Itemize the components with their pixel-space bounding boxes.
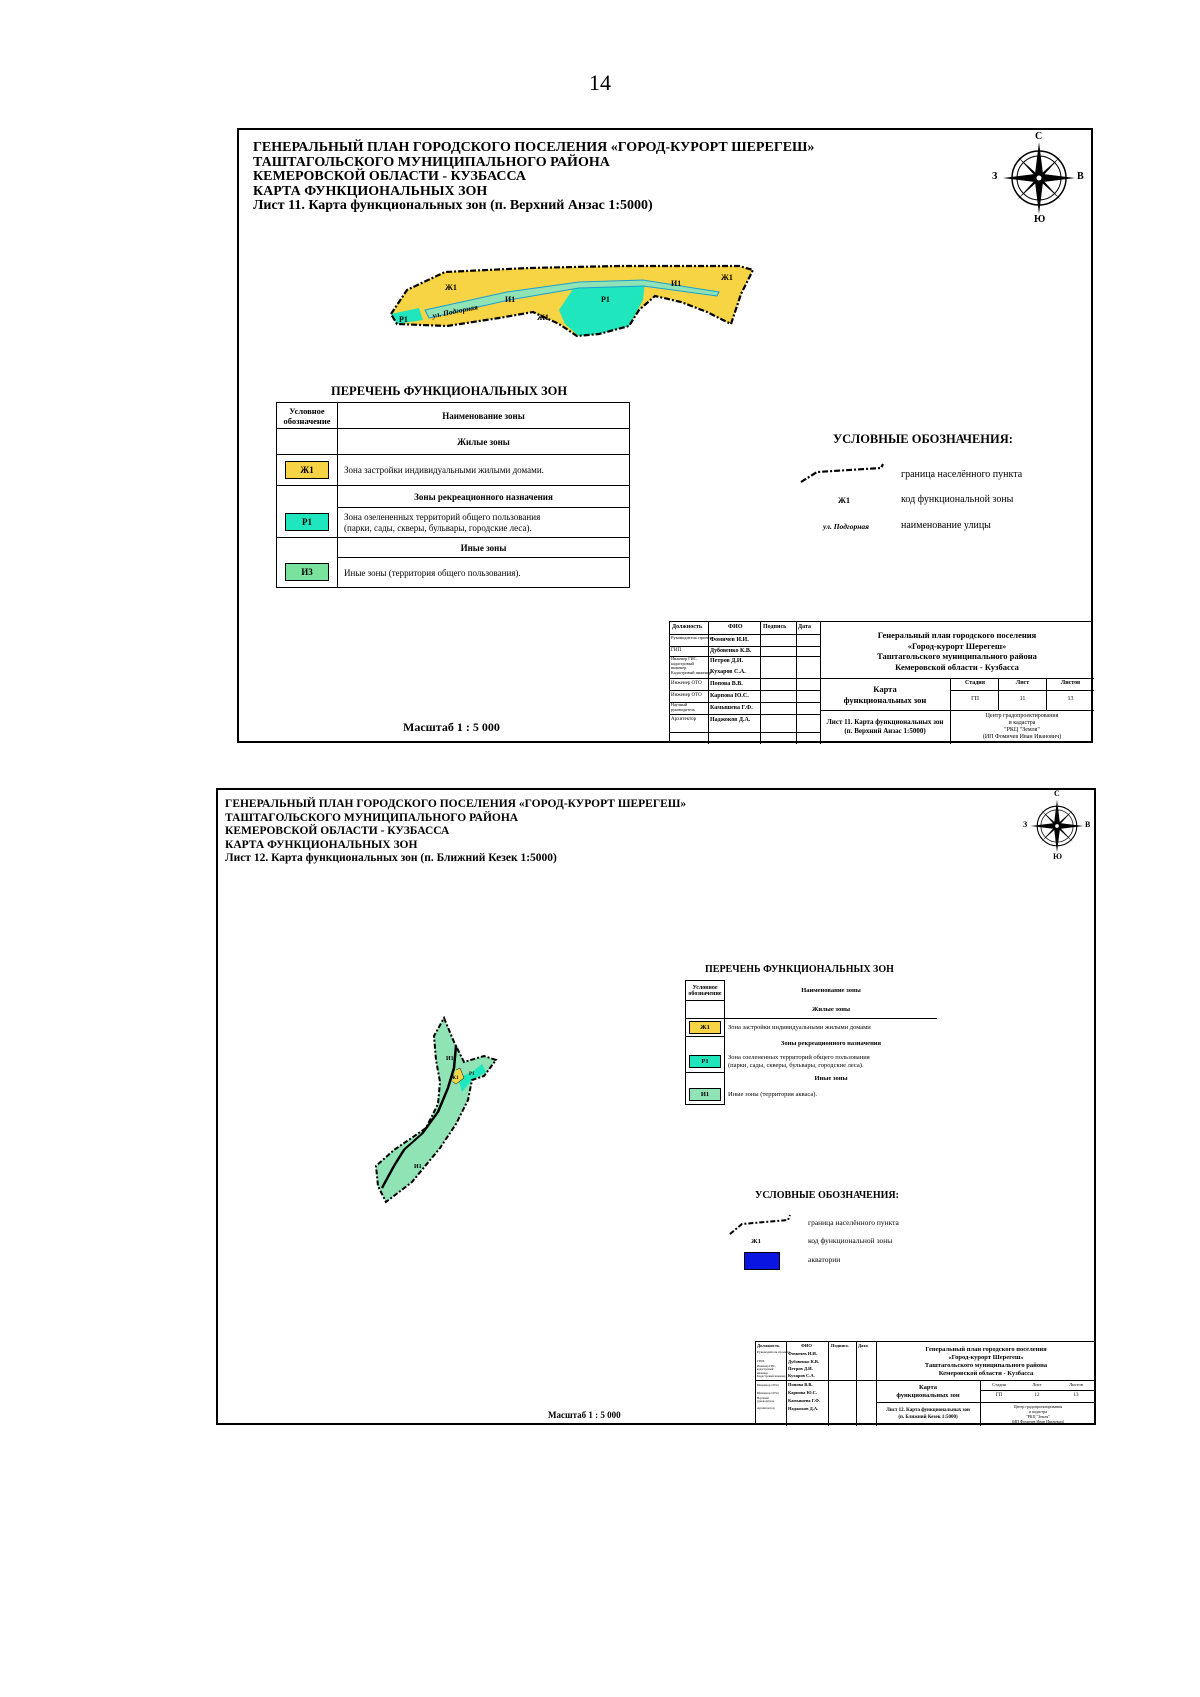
stamp-position: Инженер ОТО <box>757 1383 779 1387</box>
header-line-1: ГЕНЕРАЛЬНЫЙ ПЛАН ГОРОДСКОГО ПОСЕЛЕНИЯ «ГОРОД-КУРОРТ ШЕРЕГЕШ» <box>225 798 687 810</box>
legend-title: УСЛОВНЫЕ ОБОЗНАЧЕНИЯ: <box>755 1190 899 1201</box>
group-residential: Жилые зоны <box>338 429 630 455</box>
title-block-stamp <box>669 621 1093 743</box>
zone-desc-i1: Иные зоны (территория акваса). <box>728 1091 818 1098</box>
stamp-project-title: «Город-курорт Шерегеш» <box>948 1354 1024 1361</box>
col-header-symbol: Условное обозначение <box>686 981 725 1001</box>
col-header-name: Наименование зоны <box>801 987 861 994</box>
map-label-i1: И1 <box>505 295 516 304</box>
page-number: 14 <box>589 70 611 95</box>
legend-boundary-text: граница населённого пункта <box>808 1218 899 1227</box>
header-line-5: Лист 12. Карта функциональных зон (п. Ближний Кезек 1:5000) <box>225 852 557 864</box>
legend-code-symbol: Ж1 <box>838 496 850 505</box>
compass-south: Ю <box>1034 214 1046 225</box>
stamp-fio: Наджоков Д.А. <box>788 1406 819 1411</box>
zone-desc-r1-detail: (парки, сады, скверы, бульвары, городские леса). <box>728 1061 864 1069</box>
stamp-col-position: Должность <box>672 624 703 630</box>
stamp-organization: Центр градопроектирования <box>985 713 1059 719</box>
col-header-name: Наименование зоны <box>338 403 630 429</box>
legend-code-text: код функциональной зоны <box>808 1236 893 1245</box>
stamp-project-title: Кемеровской области - Кузбасса <box>895 661 1019 672</box>
header-line-5: Лист 11. Карта функциональных зон (п. Верхний Анзас 1:5000) <box>253 198 653 213</box>
stamp-position: Архитектор <box>671 717 697 722</box>
map-label-zh1: Ж1 <box>721 273 733 282</box>
legend-code-symbol: Ж1 <box>751 1238 761 1245</box>
legend-street-symbol: ул. Подгорная <box>823 522 869 531</box>
stamp-drawing-name: Карта <box>919 1384 937 1391</box>
stamp-position: Кадастровый инженер <box>671 670 711 675</box>
header-line-3: КЕМЕРОВСКОЙ ОБЛАСТИ - КУЗБАССА <box>225 825 450 837</box>
stamp-col-sheet: Лист <box>1015 680 1030 686</box>
compass-east: В <box>1077 171 1084 182</box>
stamp-sheets: 13 <box>1067 696 1074 702</box>
map-label-zh1: Ж1 <box>537 313 549 322</box>
stamp-fio: Попова В.В. <box>710 681 743 687</box>
zone-desc-r1: Зона озелененных территорий общего пользования <box>728 1053 870 1061</box>
stamp-fio: Петров Д.И. <box>788 1366 813 1371</box>
map-label-zh1: Ж1 <box>445 283 457 292</box>
swatch-r1: Р1 <box>285 513 329 531</box>
zone-list-title: ПЕРЕЧЕНЬ ФУНКЦИОНАЛЬНЫХ ЗОН <box>705 964 894 975</box>
stamp-position: Инженер ОТО <box>757 1391 779 1395</box>
legend-title: УСЛОВНЫЕ ОБОЗНАЧЕНИЯ: <box>833 432 1013 446</box>
stamp-organization: (ИП Фомичев Иван Иванович) <box>982 734 1062 740</box>
stamp-fio: Кухаров С.А. <box>710 669 746 675</box>
zone-desc-i3: Иные зоны (территория общего пользования). <box>338 558 630 588</box>
stamp-fio: Камышева Г.Ф. <box>788 1398 821 1403</box>
stamp-fio: Кухаров С.А. <box>788 1373 815 1378</box>
legend-boundary-text: граница населённого пункта <box>901 469 1023 480</box>
stamp-drawing-name: функциональных зон <box>843 695 927 705</box>
settlement-map <box>389 264 769 356</box>
stamp-stage: ГП <box>995 1393 1003 1398</box>
map-label-zh1: Ж1 <box>451 1076 459 1081</box>
stamp-col-stage: Стадия <box>992 1382 1006 1387</box>
stamp-fio: Попова В.В. <box>788 1382 813 1387</box>
stamp-organization: и кадастра <box>1029 1409 1047 1414</box>
legend-street-text: наименование улицы <box>901 520 991 531</box>
stamp-drawing-name: функциональных зон <box>896 1392 960 1399</box>
group-residential: Жилые зоны <box>725 1001 938 1019</box>
zone-desc-zh1: Зона застройки индивидуальными жилыми домами. <box>338 455 630 486</box>
stamp-project-title: Кемеровской области - Кузбасса <box>938 1370 1034 1377</box>
stamp-organization: "РКЦ "Земля" <box>1004 727 1040 733</box>
stamp-col-fio: ФИО <box>801 1343 812 1348</box>
compass-rose-icon <box>1023 789 1091 861</box>
map-sheet-11 <box>237 128 1093 743</box>
map-label-i1: И1 <box>671 279 682 288</box>
stamp-fio: Фомичев И.И. <box>710 637 749 643</box>
map-label-r1: Р1 <box>399 315 408 324</box>
compass-west: З <box>992 171 998 182</box>
compass-north: С <box>1035 131 1043 142</box>
header-line-3: КЕМЕРОВСКОЙ ОБЛАСТИ - КУЗБАССА <box>253 169 527 184</box>
stamp-fio: Дубовенко К.В. <box>710 648 752 654</box>
stamp-col-date: Дата <box>858 1343 868 1348</box>
stamp-drawing-name: Карта <box>873 684 897 694</box>
zone-desc-zh1: Зона застройки индивидуальными жилыми домами <box>728 1024 871 1032</box>
swatch-zh1: Ж1 <box>689 1021 721 1034</box>
stamp-sheet: 12 <box>1034 1393 1040 1398</box>
stamp-organization: Центр градопроектирования <box>1013 1404 1063 1409</box>
stamp-fio: Наджоков Д.А. <box>710 717 751 723</box>
stamp-organization: "РКЦ "Земля" <box>1026 1414 1050 1419</box>
map-label-street: ул. Подгорная <box>431 302 479 320</box>
legend-water-text: акватории <box>808 1255 841 1264</box>
stamp-position: Кадастровый инженер <box>757 1374 786 1378</box>
compass-west: З <box>1023 820 1028 829</box>
settlement-map <box>372 1016 502 1214</box>
legend-boundary-symbol <box>799 460 885 484</box>
stamp-position: Инженер ГИС, кадастровый инженер <box>671 656 698 671</box>
swatch-r1: Р1 <box>689 1055 721 1068</box>
header-line-2: ТАШТАГОЛЬСКОГО МУНИЦИПАЛЬНОГО РАЙОНА <box>225 811 519 824</box>
compass-rose-icon <box>994 132 1084 224</box>
swatch-zh1: Ж1 <box>285 461 329 479</box>
swatch-i3: И3 <box>285 563 329 581</box>
stamp-sheet-name: Лист 11. Карта функциональных зон <box>826 718 944 726</box>
sheet-header <box>225 798 686 866</box>
stamp-col-sign: Подпись <box>763 624 787 630</box>
stamp-position: Инженер ОТО <box>671 693 702 698</box>
stamp-col-fio: ФИО <box>728 624 743 630</box>
map-label-i1: И1 <box>414 1164 422 1170</box>
stamp-fio: Петров Д.И. <box>710 658 744 664</box>
stamp-col-position: Должность <box>757 1343 780 1348</box>
stamp-position: Научный руководитель <box>671 702 696 712</box>
stamp-position: Научный руководитель <box>757 1396 775 1404</box>
compass-south: Ю <box>1053 852 1063 861</box>
stamp-project-title: Таштагольского муниципального района <box>877 651 1037 661</box>
group-other: Иные зоны <box>814 1075 848 1082</box>
stamp-col-sign: Подпись <box>831 1343 849 1348</box>
col-header-symbol: Условное обозначение <box>277 403 338 429</box>
stamp-sheet-name: Лист 12. Карта функциональных зон <box>886 1408 970 1413</box>
header-line-4: КАРТА ФУНКЦИОНАЛЬНЫХ ЗОН <box>253 183 488 199</box>
map-scale: Масштаб 1 : 5 000 <box>403 720 500 734</box>
header-line-1: ГЕНЕРАЛЬНЫЙ ПЛАН ГОРОДСКОГО ПОСЕЛЕНИЯ «ГОРОД-КУРОРТ ШЕРЕГЕШ» <box>253 140 815 155</box>
stamp-position: Инженер ОТО <box>671 681 702 686</box>
stamp-sheets: 13 <box>1073 1393 1079 1398</box>
map-label-r1: Р1 <box>469 1072 475 1077</box>
legend-water-swatch <box>744 1252 780 1270</box>
stamp-position: Руководитель проекта <box>757 1350 790 1354</box>
zone-list-title: ПЕРЕЧЕНЬ ФУНКЦИОНАЛЬНЫХ ЗОН <box>331 384 568 398</box>
group-other: Иные зоны <box>338 538 630 558</box>
swatch-i1: И1 <box>689 1088 721 1101</box>
stamp-sheet: 11 <box>1019 696 1026 702</box>
stamp-fio: Фомичев И.И. <box>788 1351 818 1356</box>
legend-code-text: код функциональной зоны <box>901 494 1014 505</box>
stamp-fio: Карпова Ю.С. <box>788 1390 818 1395</box>
zone-list-table <box>685 980 937 1105</box>
stamp-position: ГИП <box>757 1359 765 1363</box>
stamp-col-sheets: Листов <box>1069 1382 1083 1387</box>
stamp-col-stage: Стадия <box>964 680 985 686</box>
stamp-position: Инженер ГИС, кадастровый инженер <box>757 1364 776 1375</box>
stamp-sheet-name: (п. Верхний Анзас 1:5000) <box>844 727 926 735</box>
group-recreation: Зоны рекреационного назначения <box>338 486 630 508</box>
stamp-position: Архитектор <box>757 1406 775 1410</box>
stamp-position: Руководитель проекта <box>671 635 714 640</box>
sheet-header <box>253 141 814 214</box>
map-label-r1: Р1 <box>601 295 610 304</box>
stamp-organization: и кадастра <box>1008 720 1036 726</box>
stamp-position: ГИП <box>671 648 682 653</box>
stamp-stage: ГП <box>971 696 979 702</box>
stamp-col-sheet: Лист <box>1032 1382 1042 1387</box>
zone-desc-r1: Зона озелененных территорий общего пользования <box>344 511 541 522</box>
stamp-fio: Дубовенко К.В. <box>788 1359 820 1364</box>
stamp-col-sheets: Листов <box>1060 680 1081 686</box>
zone-desc-r1-detail: (парки, сады, скверы, бульвары, городские леса). <box>344 522 532 533</box>
header-line-2: ТАШТАГОЛЬСКОГО МУНИЦИПАЛЬНОГО РАЙОНА <box>253 154 610 170</box>
compass-east: В <box>1085 820 1091 829</box>
map-sheet-12 <box>216 788 1096 1425</box>
stamp-fio: Карпова Ю.С. <box>710 693 749 699</box>
compass-north: С <box>1054 789 1060 798</box>
group-recreation: Зоны рекреационного назначения <box>780 1040 882 1047</box>
stamp-sheet-name: (п. Ближний Кезек 1:5000) <box>898 1414 958 1420</box>
stamp-organization: (ИП Фомичев Иван Иванович) <box>1011 1419 1065 1424</box>
stamp-project-title: Таштагольского муниципального района <box>924 1362 1048 1369</box>
stamp-project-title: Генеральный план городского поселения <box>877 630 1037 640</box>
zone-list-table <box>276 402 630 588</box>
stamp-project-title: Генеральный план городского поселения <box>925 1346 1047 1353</box>
stamp-project-title: «Город-курорт Шерегеш» <box>907 640 1007 651</box>
header-line-4: КАРТА ФУНКЦИОНАЛЬНЫХ ЗОН <box>225 838 418 851</box>
title-block-stamp <box>755 1341 1095 1425</box>
stamp-col-date: Дата <box>798 624 811 630</box>
map-label-i1: И1 <box>446 1056 454 1062</box>
legend-boundary-symbol <box>728 1212 794 1236</box>
map-scale: Масштаб 1 : 5 000 <box>548 1410 621 1420</box>
stamp-fio: Камышева Г.Ф. <box>710 705 753 711</box>
